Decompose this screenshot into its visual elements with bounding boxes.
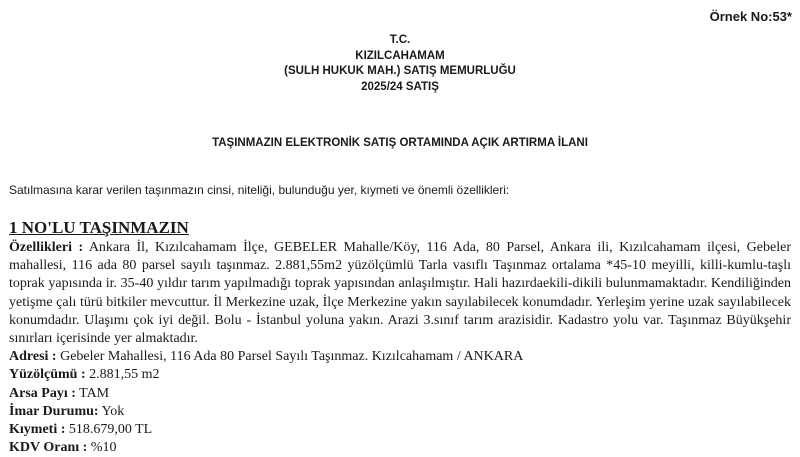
property-zoning — [9, 403, 791, 421]
header-line-file-number: 2025/24 SATIŞ — [361, 80, 439, 93]
share-label: Arsa Payı : — [9, 385, 76, 401]
header-line-tc: T.C. — [389, 34, 411, 46]
property-vat — [9, 439, 791, 457]
office-header — [0, 33, 800, 95]
area-value: 2.881,55 m2 — [89, 367, 160, 383]
value-amount: 518.679,00 TL — [68, 422, 153, 438]
zoning-label: İmar Durumu: — [9, 403, 99, 419]
property-share — [9, 385, 791, 403]
announcement-title: TAŞINMAZIN ELEKTRONİK SATIŞ ORTAMINDA AÇIK ARTIRMA İLANI — [212, 137, 588, 149]
area-label: Yüzölçümü : — [9, 367, 86, 383]
property-features — [9, 239, 791, 348]
address-value: Gebeler Mahallesi, 116 Ada 80 Parsel Sayılı Taşınmaz. Kızılcahamam / ANKARA — [60, 349, 524, 365]
property-heading: 1 NO'LU TAŞINMAZIN — [9, 218, 189, 237]
property-address — [9, 348, 791, 366]
intro-text: Satılmasına karar verilen taşınmazın cinsi, niteliği, bulunduğu yer, kıymeti ve önemli özellikleri: — [9, 183, 510, 197]
zoning-value: Yok — [101, 403, 125, 419]
value-label: Kıymeti : — [9, 422, 66, 438]
header-line-district: KIZILCAHAMAM — [355, 49, 445, 62]
share-value: TAM — [79, 385, 110, 401]
sample-number: Örnek No:53* — [709, 9, 792, 24]
address-label: Adresi : — [9, 349, 57, 365]
features-label: Özellikleri : — [9, 240, 84, 255]
property-details — [9, 239, 791, 457]
vat-label: KDV Oranı : — [9, 440, 88, 456]
property-area — [9, 366, 791, 384]
property-value — [9, 421, 791, 439]
header-line-office: (SULH HUKUK MAH.) SATIŞ MEMURLUĞU — [284, 65, 516, 78]
vat-value: %10 — [90, 440, 117, 456]
features-text: Ankara İl, Kızılcahamam İlçe, GEBELER Mahalle/Köy, 116 Ada, 80 Parsel, Ankara ili, Kızılcahamam ilçesi, Gebeler mahallesi, 116 ada 80 parsel sayılı taşınmaz. 2.881,55m2 yüzölçümlü Tarla vasıflı Taşınmaz ortalama *45-10 meyilli, killi-kumlu-taşlı toprak yapısında ir. 35-40 yıldır tarım yapılmadığı toprak yapısından anlaşılmıştır. Hali hazırdaekili-dikili bulunmamaktadır. Kendiliğinden yetişme çalı türü bitkiler mevcuttur. İl Merkezine uzak, İlçe Merkezine yakın sayılabilecek konumdadır. Yerleşim yerine uzak sayılabilecek konumdadır. Ulaşımı çok iyi değil. Bolu - İstanbul yoluna yakın. Arazi 3.sınıf tarım arazisidir. Kadastro yolu var. Taşınmaz Büyükşehir sınırları içerisinde yer almaktadır. — [9, 240, 791, 347]
